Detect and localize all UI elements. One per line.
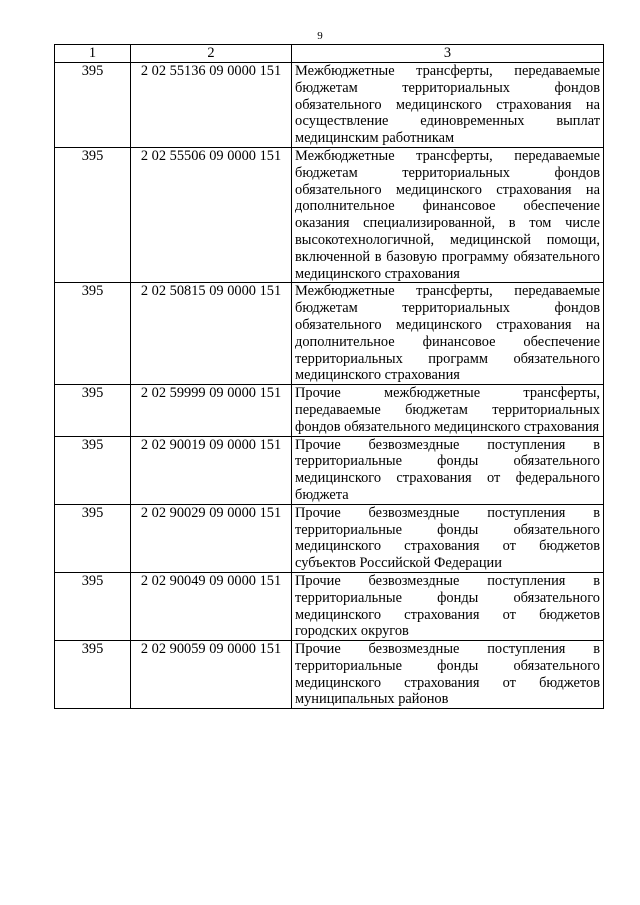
table-row [55,283,604,385]
table-row [55,385,604,436]
revenue-description-cell: Межбюджетные трансферты, передаваемые бюджетам территориальных фондов обязательного медицинского страхования на дополнительное финансовое обеспечение территориальных программ обязательного медицинского страхования [292,283,604,385]
revenue-description-cell: Прочие безвозмездные поступления в территориальные фонды обязательного медицинского страхования от бюджетов городских округов [292,572,604,640]
revenue-description-cell: Межбюджетные трансферты, передаваемые бюджетам территориальных фондов обязательного медицинского страхования на дополнительное финансовое обеспечение оказания специализированной, в том числе высокотехнологичной, медицинской помощи, включенной в базовую программу обязательного медицинского страхования [292,147,604,282]
column-header-3: 3 [292,45,604,63]
table-row [55,436,604,504]
revenue-description-cell: Прочие безвозмездные поступления в территориальные фонды обязательного медицинского страхования от бюджетов муниципальных районов [292,641,604,709]
administrator-code-cell: 395 [55,147,131,282]
column-header-2: 2 [131,45,292,63]
table-row [55,63,604,148]
table-row [55,641,604,709]
budget-classification-code-cell: 2 02 59999 09 0000 151 [131,385,292,436]
budget-classification-code-cell: 2 02 55136 09 0000 151 [131,63,292,148]
revenue-description-cell: Прочие межбюджетные трансферты, передаваемые бюджетам территориальных фондов обязательного медицинского страхования [292,385,604,436]
table-header-row [55,45,604,63]
revenue-description-cell: Прочие безвозмездные поступления в территориальные фонды обязательного медицинского страхования от федерального бюджета [292,436,604,504]
revenue-description-cell: Прочие безвозмездные поступления в территориальные фонды обязательного медицинского страхования от бюджетов субъектов Российской Федерации [292,504,604,572]
table-row [55,504,604,572]
revenue-codes-table [54,44,604,709]
budget-classification-code-cell: 2 02 50815 09 0000 151 [131,283,292,385]
administrator-code-cell: 395 [55,504,131,572]
budget-classification-code-cell: 2 02 90059 09 0000 151 [131,641,292,709]
administrator-code-cell: 395 [55,436,131,504]
administrator-code-cell: 395 [55,641,131,709]
administrator-code-cell: 395 [55,385,131,436]
administrator-code-cell: 395 [55,63,131,148]
page-number: 9 [317,30,323,42]
administrator-code-cell: 395 [55,572,131,640]
table-row [55,572,604,640]
budget-classification-code-cell: 2 02 90029 09 0000 151 [131,504,292,572]
column-header-1: 1 [55,45,131,63]
budget-classification-code-cell: 2 02 90049 09 0000 151 [131,572,292,640]
administrator-code-cell: 395 [55,283,131,385]
table-row [55,147,604,282]
budget-classification-code-cell: 2 02 55506 09 0000 151 [131,147,292,282]
budget-classification-code-cell: 2 02 90019 09 0000 151 [131,436,292,504]
revenue-description-cell: Межбюджетные трансферты, передаваемые бюджетам территориальных фондов обязательного медицинского страхования на осуществление единовременных выплат медицинским работникам [292,63,604,148]
